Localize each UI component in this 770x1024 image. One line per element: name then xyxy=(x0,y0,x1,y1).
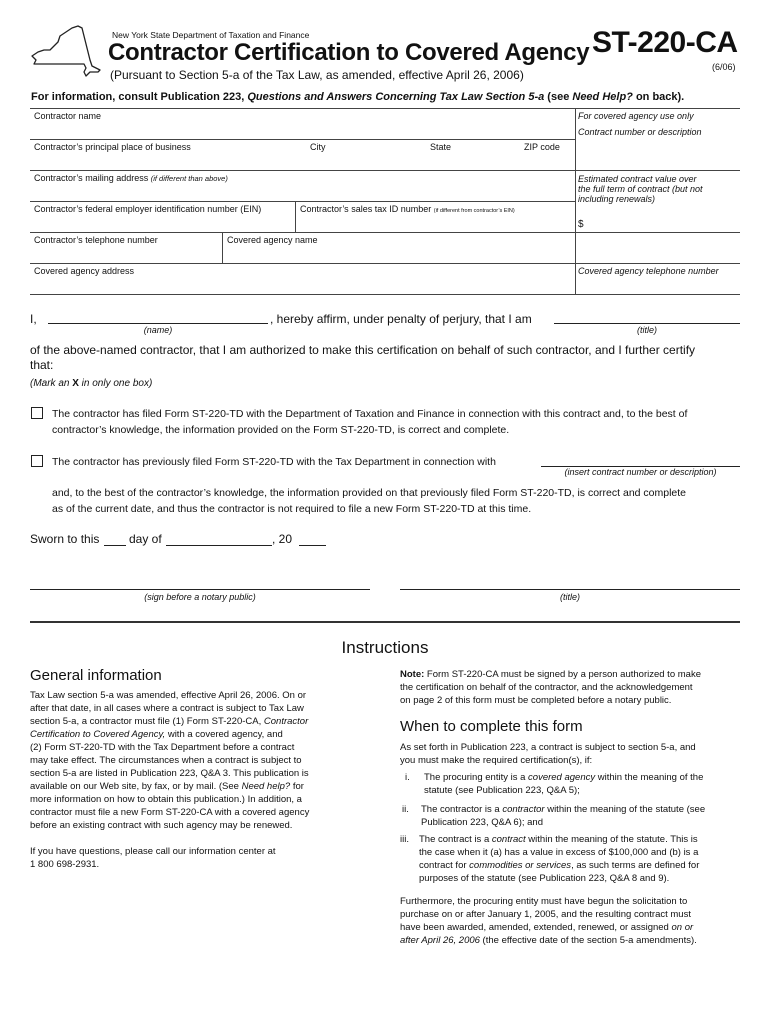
contract-number-caption: (insert contract number or description) xyxy=(564,467,717,477)
signer-title-line[interactable] xyxy=(400,589,740,590)
information-line: For information, consult Publication 223, Questions and Answers Concerning Tax Law Section 5-a (see Need Help? on back). xyxy=(31,91,685,103)
sworn-day-line[interactable] xyxy=(104,545,126,546)
contract-number-label: Contract number or description xyxy=(578,127,702,137)
title-caption: (title) xyxy=(637,325,657,335)
agency-telephone-label: Covered agency telephone number xyxy=(578,266,719,276)
sales-tax-id-label: Contractor’s sales tax ID number (if different from contractor’s EIN) xyxy=(300,204,515,214)
form-title: Contractor Certification to Covered Agency xyxy=(108,39,590,66)
list-item: ii. The contractor is a contractor within the meaning of the statute (see Publication 223, Q&A 6); and xyxy=(402,804,706,828)
contractor-information-grid xyxy=(30,108,740,295)
agency-name-label: Covered agency name xyxy=(227,235,318,245)
sworn-year-line[interactable] xyxy=(299,545,326,546)
list-item: iii. The contract is a contract within the meaning of the statute. This is the case when it (a) has a value in excess of $100,000 and (b) is a contract for commodities or services, as such terms are defined for purposes of the statute (see Publication 223, Q&A 8 and 9). xyxy=(400,834,700,884)
name-line[interactable] xyxy=(48,323,268,324)
agency-address-label: Covered agency address xyxy=(34,266,135,276)
title-line[interactable] xyxy=(554,323,740,324)
dollar-sign: $ xyxy=(578,219,584,230)
telephone-label: Contractor’s telephone number xyxy=(34,235,158,245)
agency-use-only-label: For covered agency use only xyxy=(578,111,694,121)
estimated-value-label: Estimated contract value over the full term of contract (but not including renewals) xyxy=(578,174,703,204)
mailing-address-label: Contractor’s mailing address (if different than above) xyxy=(34,173,228,183)
principal-place-label: Contractor’s principal place of business xyxy=(34,142,191,152)
contractor-name-label: Contractor name xyxy=(34,111,102,121)
year-prefix-label: , 20 xyxy=(272,532,293,546)
state-label: State xyxy=(430,142,452,152)
certify-statement: of the above-named contractor, that I am authorized to make this certification on behalf of such contractor, and I further certify that: xyxy=(30,343,696,372)
general-information-heading: General information xyxy=(30,667,162,684)
note-text: Note: Form ST-220-CA must be signed by a person authorized to make the certification on behalf of the contractor, and the acknowledgement on page 2 of this form must be completed before a notary public. xyxy=(400,669,701,706)
new-york-state-map-icon xyxy=(28,22,104,80)
option-2-text: The contractor has previously filed Form ST-220-TD with the Tax Department in connection with xyxy=(52,456,496,468)
day-of-label: day of xyxy=(129,532,162,546)
zip-code-label: ZIP code xyxy=(524,142,560,152)
questions-text: If you have questions, please call our information center at 1 800 698-2931. xyxy=(30,846,276,870)
form-number: ST-220-CA xyxy=(592,26,738,59)
section-divider xyxy=(30,621,740,623)
general-information-text: Tax Law section 5-a was amended, effective April 26, 2006. On or after that date, in all cases where a contract is subject to Tax Law section 5-a, a contractor must file (1) Form ST-220-CA, Contractor Certification to Covered Agency, with a covered agency, and (2) Form ST-220-TD with the Tax Department before a contract may take effect. The circumstances when a contract is subject to section 5-a are listed in Publication 223, Q&A 3. This publication is available on our Web site, by fax, or by mail. (See Need help? for more information on how to obtain this publication.) In addition, a contractor must file a new Form ST-220-CA with a covered agency before an existing contract with such agency may be renewed. xyxy=(30,690,310,831)
sworn-month-line[interactable] xyxy=(166,545,272,546)
ein-label: Contractor’s federal employer identification number (EIN) xyxy=(34,204,262,214)
instructions-heading: Instructions xyxy=(341,638,429,657)
department-name: New York State Department of Taxation and Finance xyxy=(112,30,310,40)
affirm-text: , hereby affirm, under penalty of perjury, that I am xyxy=(270,312,532,326)
list-item: i. The procuring entity is a covered agency within the meaning of the statute (see Publication 223, Q&A 5); xyxy=(405,772,704,796)
furthermore-text: Furthermore, the procuring entity must have begun the solicitation to purchase on or after January 1, 2005, and the resulting contract must have been awarded, amended, extended, renewed, or assigned on or after April 26, 2006 (the effective date of the section 5-a amendments). xyxy=(400,896,697,946)
mark-instruction: (Mark an X in only one box) xyxy=(30,378,153,389)
city-label: City xyxy=(310,142,326,152)
option-2-continued: and, to the best of the contractor’s knowledge, the information provided on that previously filed Form ST-220-TD, is correct and complete as of the current date, and thus the contractor is not required to file a new Form ST-220-TD at this time. xyxy=(52,487,687,515)
name-caption: (name) xyxy=(143,325,173,335)
option-1-text: The contractor has filed Form ST-220-TD with the Department of Taxation and Finance in connection with this contract and, to the best of contractor’s knowledge, the information provided on the Form ST-220-TD, is correct and complete. xyxy=(52,408,688,436)
signature-line[interactable] xyxy=(30,589,370,590)
form-subtitle: (Pursuant to Section 5-a of the Tax Law, as amended, effective April 26, 2006) xyxy=(110,68,524,82)
signature-caption: (sign before a notary public) xyxy=(144,592,256,602)
form-revision: (6/06) xyxy=(712,62,736,72)
when-to-complete-text: As set forth in Publication 223, a contract is subject to section 5-a, and you must make the required certification(s), if: xyxy=(400,742,696,766)
signer-title-caption: (title) xyxy=(560,592,580,602)
option-1-checkbox[interactable] xyxy=(31,407,43,419)
sworn-label: Sworn to this xyxy=(30,532,100,546)
option-2-checkbox[interactable] xyxy=(31,455,43,467)
when-to-complete-heading: When to complete this form xyxy=(400,718,583,735)
i-label: I, xyxy=(30,312,37,326)
